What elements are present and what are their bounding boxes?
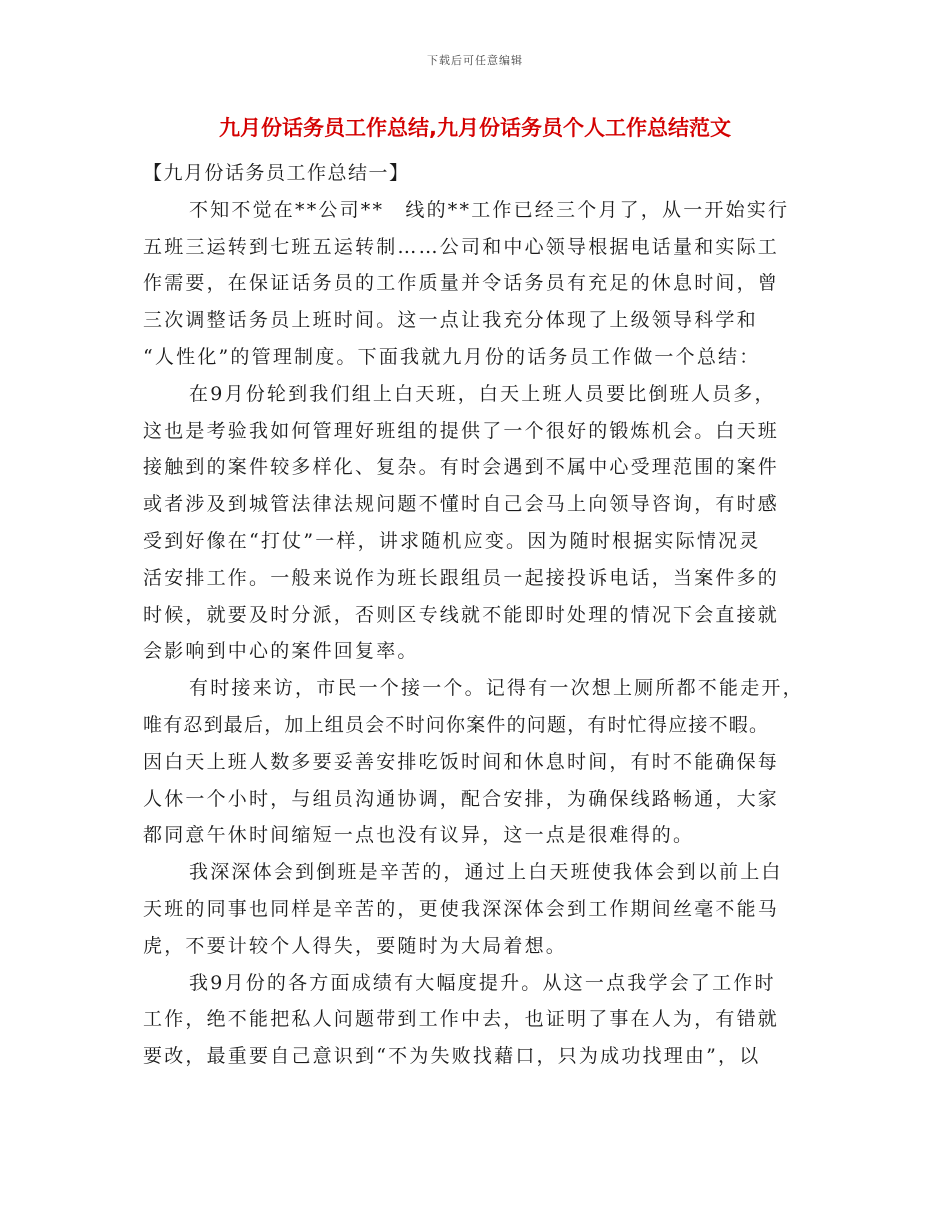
text-line: 作需要，在保证话务员的工作质量并令话务员有充足的休息时间，曾 — [143, 272, 780, 295]
text-line: 受到好像在“打仗”一样，讲求随机应变。因为随时根据实际情况灵 — [143, 529, 761, 552]
text-line: 有时接来访，市民一个接一个。记得有一次想上厕所都不能走开， — [189, 677, 804, 700]
section-heading: 【九月份话务员工作总结一】 — [143, 162, 410, 184]
text-line: 我9月份的各方面成绩有大幅度提升。从这一点我学会了工作时 — [189, 971, 776, 994]
text-line: 这也是考验我如何管理好班组的提供了一个很好的锻炼机会。白天班 — [143, 419, 780, 442]
document-body — [143, 155, 813, 1075]
text-line: 天班的同事也同样是辛苦的，更使我深深体会到工作期间丝毫不能马 — [143, 897, 780, 920]
text-line: 虎，不要计较个人得失，要随时为大局着想。 — [143, 934, 568, 957]
text-line: 会影响到中心的案件回复率。 — [143, 640, 419, 663]
text-line: 接触到的案件较多样化、复杂。有时会遇到不属中心受理范围的案件 — [143, 456, 780, 479]
text-line: 唯有忍到最后，加上组员会不时问你案件的问题，有时忙得应接不暇。 — [143, 713, 770, 736]
text-line: 人休一个小时，与组员沟通协调，配合安排，为确保线路畅通，大家 — [143, 787, 780, 810]
text-line: 都同意午休时间缩短一点也没有议异，这一点是很难得的。 — [143, 824, 695, 847]
text-line: 我深深体会到倒班是辛苦的，通过上白天班使我体会到以前上白 — [189, 861, 783, 884]
text-line: 不知不觉在**公司** 线的**工作已经三个月了，从一开始实行 — [189, 198, 790, 221]
text-line: 在9月份轮到我们组上白天班，白天上班人员要比倒班人员多， — [189, 382, 776, 405]
text-line: “人性化”的管理制度。下面我就九月份的话务员工作做一个总结： — [143, 345, 761, 368]
page-header-note: 下载后可任意编辑 — [427, 54, 523, 67]
document-title: 九月份话务员工作总结,九月份话务员个人工作总结范文 — [219, 116, 731, 140]
text-line: 五班三运转到七班五运转制……公司和中心领导根据电话量和实际工 — [143, 235, 780, 258]
text-line: 三次调整话务员上班时间。这一点让我充分体现了上级领导科学和 — [143, 309, 758, 332]
text-line: 活安排工作。一般来说作为班长跟组员一起接投诉电话，当案件多的 — [143, 566, 780, 589]
text-line: 要改，最重要自己意识到“不为失败找藉口，只为成功找理由”，以 — [143, 1045, 761, 1068]
text-line: 工作，绝不能把私人问题带到工作中去，也证明了事在人为，有错就 — [143, 1008, 780, 1031]
text-line: 因白天上班人数多要妥善安排吃饭时间和休息时间，有时不能确保每 — [143, 750, 780, 773]
text-line: 时候，就要及时分派，否则区专线就不能即时处理的情况下会直接就 — [143, 603, 780, 626]
text-line: 或者涉及到城管法律法规问题不懂时自己会马上向领导咨询，有时感 — [143, 493, 780, 516]
